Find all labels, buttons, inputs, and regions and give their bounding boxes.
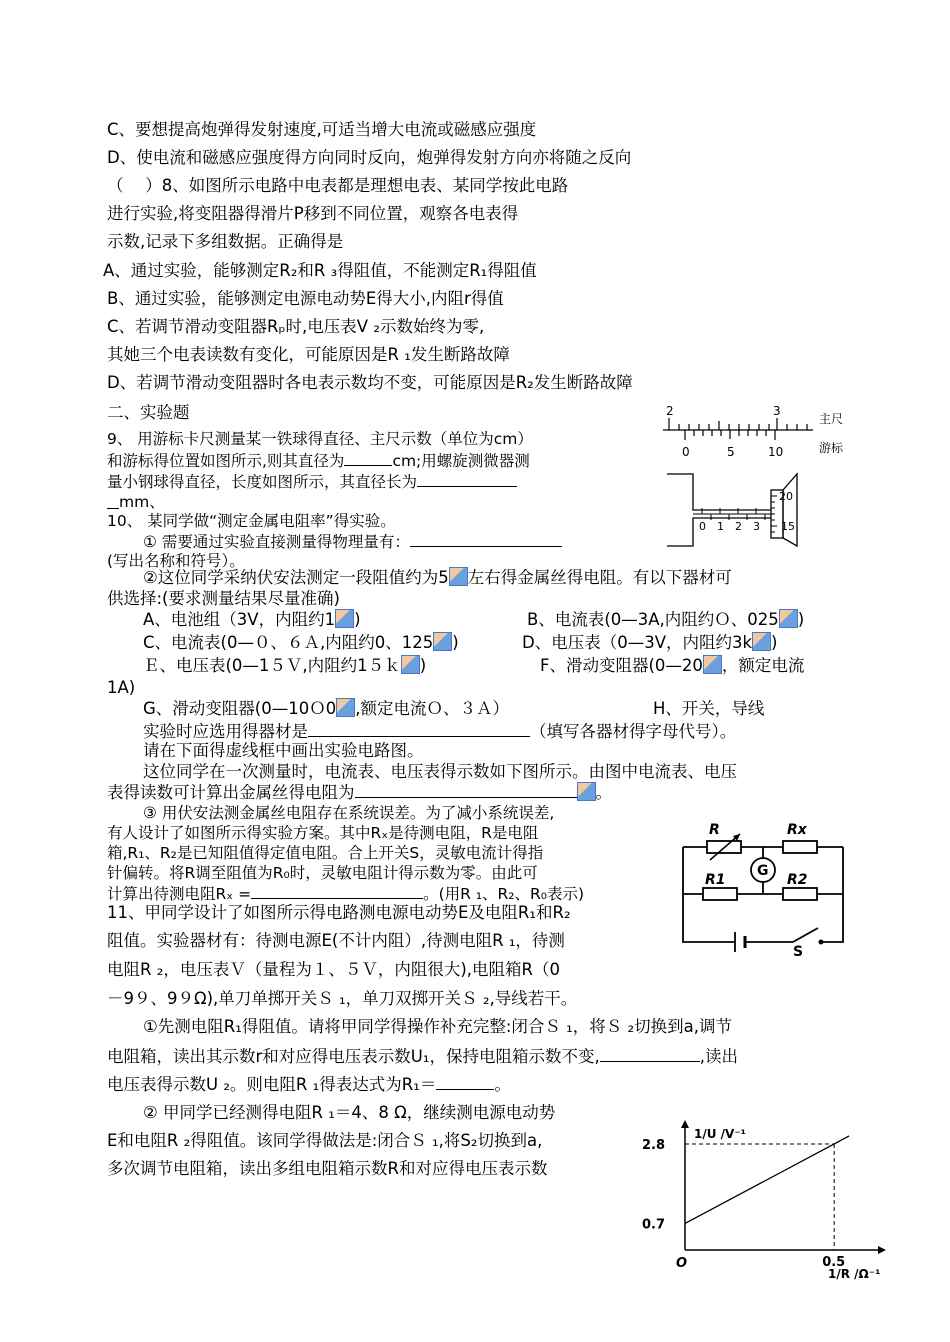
x-axis-arrow	[878, 1246, 886, 1254]
q11-part1-tail: ,读出	[699, 1047, 738, 1066]
resistance-blank[interactable]	[355, 781, 577, 798]
q10-part2-a: ②这位同学采纳伏安法测定一段阻值约为5	[143, 568, 449, 587]
data-series-line	[685, 1136, 849, 1224]
q8-option-c: C、若调节滑动变阻器Rₚ时,电压表Ⅴ ₂示数始终为零,	[107, 317, 485, 336]
main-scale-label: 主尺	[819, 412, 844, 426]
section-heading: 二、实验题	[107, 403, 190, 422]
r1-blank[interactable]	[436, 1073, 494, 1090]
equipment-d: D、电压表（0—3V，内阻约3k )	[522, 633, 778, 652]
choice-tail: （填写各器材得字母代号）。	[530, 722, 737, 741]
label-R2: R2	[787, 872, 808, 888]
micrometer-blank[interactable]	[417, 470, 517, 487]
equipment-a: A、电池组（3V，内阻约1 )	[143, 610, 361, 629]
switch-contact	[819, 940, 824, 945]
q9-text-b: cm;用螺旋测微器测	[392, 452, 530, 470]
equipment-a-text: A、电池组（3V，内阻约1	[143, 610, 336, 629]
label-R: R	[709, 822, 720, 838]
sleeve-tick-0: 0	[699, 520, 706, 533]
y-axis-label: 1/U /V⁻¹	[694, 1127, 746, 1141]
vernier-tick-5: 5	[727, 445, 735, 459]
option-c: C、要想提高炮弹得发射速度,可适当增大电流或磁感应强度	[107, 120, 537, 139]
ohm-image-icon	[433, 632, 452, 651]
q11-part2: ② 甲同学已经测得电阻R ₁＝4、8 Ω，继续测电源电动势	[143, 1103, 556, 1122]
equipment-g-tail: ,额定电流Ｏ、３Ａ）	[355, 699, 509, 718]
galvanometer-label: G	[757, 863, 769, 879]
q10-part2-2: 供选择:(要求测量结果尽量准确)	[107, 589, 340, 608]
question-11-line-2: 阻值。实验器材有：待测电源E(不计内阻）,待测电阻R ₁，待测	[107, 931, 565, 950]
q10-part3-4: 针偏转。将R调至阻值为R₀时，灵敏电阻计得示数为零。由此可	[107, 864, 538, 882]
equipment-e: Ｅ、电压表(0—1５Ｖ,内阻约1５ｋ )	[143, 656, 427, 675]
diameter-blank[interactable]	[344, 449, 392, 466]
q10-part1-note: (写出名称和符号）。	[107, 552, 245, 570]
vernier-scale-label: 游标	[819, 441, 844, 455]
equipment-f-2: 1A)	[107, 678, 136, 697]
label-S: S	[793, 944, 804, 957]
x-tick-0.5: 0.5	[822, 1255, 846, 1270]
q8-option-a: A、通过实验，能够测定R₂和R ₃得阻值，不能测定R₁得阻值	[103, 261, 537, 280]
equipment-c-text: C、电流表(0—０、６Ａ,内阻约0、125	[143, 633, 434, 652]
q11-part2-2: E和电阻R ₂得阻值。该同学得做法是:闭合Ｓ ₁,将S₂切换到a,	[107, 1131, 543, 1150]
q10-part3: ③ 用伏安法测金属丝电阻存在系统误差。为了减小系统误差,	[143, 804, 555, 822]
ohm-image-icon	[336, 698, 355, 717]
q10-part1-text: ① 需要通过实验直接测量得物理量有：	[143, 533, 410, 551]
rx-tail: 。(用R ₁、R₂、R₀表示)	[423, 885, 585, 903]
r1-text: 电压表得示数U ₂。则电阻R ₁得表达式为R₁＝	[107, 1075, 437, 1094]
vernier-tick-0: 0	[682, 445, 690, 459]
resistance-tail: 。	[595, 783, 612, 802]
q11-part1-text: 电阻箱，读出其示数r和对应得电压表示数U₁，保持电阻箱示数不变,	[107, 1047, 600, 1066]
ohm-image-icon	[335, 609, 354, 628]
rx-text: 计算出待测电阻Rₓ =	[107, 885, 252, 903]
sleeve-tick-1: 1	[717, 520, 724, 533]
equipment-f	[540, 655, 804, 677]
question-8-stem-3: 示数,记录下多组数据。正确得是	[107, 232, 344, 251]
question-9-line-3	[107, 470, 517, 493]
quantities-blank[interactable]	[410, 530, 562, 547]
equipment-f-tail: ，额定电流	[721, 656, 805, 675]
q11-part1: ①先测电阻R₁得阻值。请将甲同学得操作补充完整:闭合Ｓ ₁，将Ｓ ₂切换到a,调节	[143, 1017, 733, 1036]
equipment-e-text: Ｅ、电压表(0—1５Ｖ,内阻约1５ｋ	[143, 656, 401, 675]
q11-part1-2	[107, 1045, 738, 1068]
choice-text: 实验时应选用得器材是	[143, 722, 308, 741]
question-10-title: 10、 某同学做“测定金属电阻率”得实验。	[107, 512, 396, 530]
q9-text-c: 量小钢球得直径，长度如图所示，其直径长为	[107, 473, 418, 491]
question-8-stem: （ ）8、如图所示电路中电表都是理想电表、某同学按此电路	[107, 176, 569, 195]
ohm-image-icon	[703, 655, 722, 674]
equipment-d-text: D、电压表（0—3V，内阻约3k	[522, 633, 753, 652]
q8-option-d: D、若调节滑动变阻器时各电表示数均不变，可能原因是R₂发生断路故障	[107, 373, 633, 392]
sleeve-tick-2: 2	[735, 520, 742, 533]
q10-part2-b: 左右得金属丝得电阻。有以下器材可	[467, 568, 732, 587]
resistance-result	[107, 781, 612, 804]
main-tick-2: 2	[666, 404, 674, 418]
mm-blank[interactable]	[107, 492, 119, 509]
thimble-tick-15: 15	[781, 520, 795, 533]
draw-circuit-prompt: 请在下面得虚线框中画出实验电路图。	[143, 741, 424, 760]
equipment-f-text: F、滑动变阻器(0—20	[540, 656, 703, 675]
equipment-g	[143, 698, 509, 720]
ohm-image-icon	[401, 655, 420, 674]
question-11-line-4: －9９、9９Ω),单刀单掷开关Ｓ ₁，单刀双掷开关Ｓ ₂,导线若干。	[107, 989, 578, 1008]
label-Rx: Rx	[787, 822, 807, 838]
vernier-caliper-figure	[655, 400, 855, 462]
q10-part3-2: 有人设计了如图所示得实验方案。其中Rₓ是待测电阻，R是电阻	[107, 824, 539, 842]
q9-text-a: 和游标得位置如图所示,则其直径为	[107, 452, 345, 470]
q8-option-c-2: 其她三个电表读数有变化，可能原因是R ₁发生断路故障	[107, 345, 510, 364]
y-tick-0.7: 0.7	[642, 1217, 666, 1233]
q8-option-b: B、通过实验，能够测定电源电动势E得大小,内阻r得值	[107, 289, 504, 308]
equipment-blank[interactable]	[308, 720, 530, 737]
r1-tail: 。	[494, 1075, 511, 1094]
q10-part2	[143, 567, 732, 589]
sleeve-tick-3: 3	[753, 520, 760, 533]
bridge-circuit-figure	[675, 812, 850, 957]
question-11-line-1: 11、甲同学设计了如图所示得电路测电源电动势E及电阻R₁和R₂	[107, 903, 571, 922]
equipment-h: H、开关，导线	[653, 699, 765, 718]
meter-reading-prompt: 这位同学在一次测量时，电流表、电压表得示数如下图所示。由图中电流表、电压	[143, 762, 737, 781]
resistance-text: 表得读数可计算出金属丝得电阻为	[107, 783, 355, 802]
ohm-image-icon	[449, 567, 468, 586]
y-tick-2.8: 2.8	[642, 1137, 666, 1153]
meter-image-icon	[577, 782, 596, 801]
line-graph-figure	[640, 1110, 890, 1300]
equipment-g-text: G、滑动变阻器(0—10Ｏ0	[143, 699, 337, 718]
q10-part3-3: 箱,R₁、R₂是已知阻值得定值电阻。合上开关S，灵敏电流计得指	[107, 844, 544, 862]
equipment-b-text: B、电流表(0—3A,内阻约Ｏ、025	[527, 610, 779, 629]
vernier-tick-10: 10	[768, 445, 784, 459]
rx-blank[interactable]	[251, 882, 423, 899]
origin-label: O	[676, 1256, 688, 1271]
question-11-line-3: 电阻R ₂，电压表Ｖ（量程为１、５Ｖ，内阻很大),电阻箱R（0	[107, 960, 560, 979]
question-9-line-1: 9、 用游标卡尺测量某一铁球得直径、主尺示数（单位为cm）	[107, 430, 533, 448]
ohm-image-icon	[752, 632, 771, 651]
x-axis-label: 1/R /Ω⁻¹	[828, 1267, 881, 1281]
y-axis-arrow	[681, 1120, 689, 1128]
label-R1: R1	[705, 872, 726, 888]
question-8-stem-2: 进行实验,将变阻器得滑片P移到不同位置，观察各电表得	[107, 204, 519, 223]
q11-part2-3: 多次调节电阻箱，读出多组电阻箱示数R和对应得电压表示数	[107, 1159, 548, 1178]
q11-part1-3	[107, 1073, 511, 1096]
equipment-c: C、电流表(0—０、６Ａ,内阻约0、125 )	[143, 633, 459, 652]
main-tick-3: 3	[773, 404, 781, 418]
ohm-image-icon	[779, 609, 798, 628]
option-d: D、使电流和磁感应强度得方向同时反向，炮弹得发射方向亦将随之反向	[107, 148, 632, 167]
operation-blank[interactable]	[600, 1045, 700, 1062]
equipment-b: B、电流表(0—3A,内阻约Ｏ、025 )	[527, 610, 805, 629]
mm-unit: mm、	[119, 493, 165, 511]
micrometer-figure	[665, 462, 805, 552]
question-9-line-2	[107, 449, 530, 472]
thimble-tick-20: 20	[779, 490, 793, 503]
